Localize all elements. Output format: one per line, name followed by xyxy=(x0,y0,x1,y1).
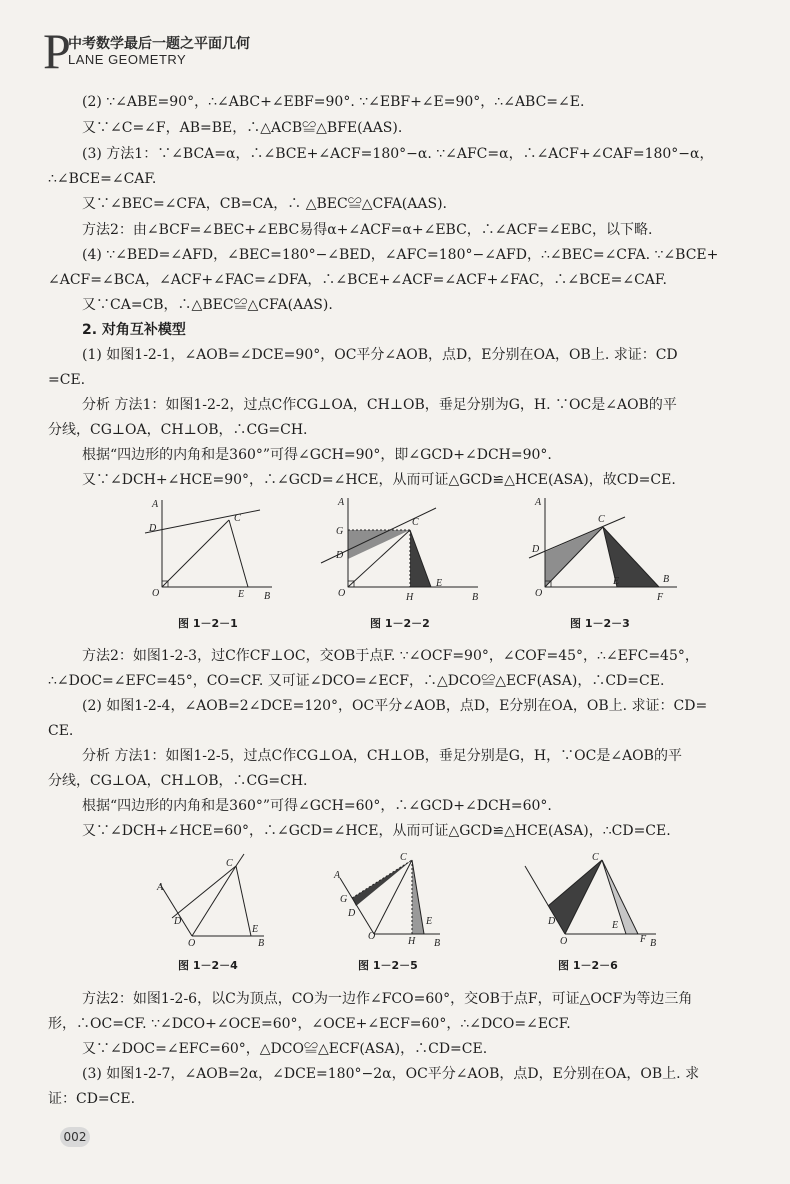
text-line: (2) ∵∠ABE=90°，∴∠ABC+∠EBF=90°. ∵∠EBF+∠E=90°，∴∠ABC=∠E. xyxy=(82,94,585,110)
label-D: D xyxy=(174,916,182,927)
label-A: A xyxy=(334,870,341,881)
label-C: C xyxy=(400,852,407,863)
text-line: 根据“四边形的内角和是360°”可得∠GCH=90°，即∠GCD+∠DCH=90°. xyxy=(82,447,552,463)
label-C: C xyxy=(226,858,233,869)
figure-1-2-4 xyxy=(150,848,278,950)
label-D: D xyxy=(548,916,556,927)
label-F: F xyxy=(657,592,664,603)
label-C: C xyxy=(592,852,599,863)
text-line: 分线，CG⊥OA，CH⊥OB，∴CG=CH. xyxy=(48,422,308,438)
text-line: ∠ACF=∠BCA，∠ACF+∠FAC=∠DFA，∴∠BCE+∠ACF=∠ACF+∠FAC，∴∠BCE=∠CAF. xyxy=(48,272,667,288)
section-heading: 2. 对角互补模型 xyxy=(82,322,186,338)
text-line: 又∵∠DOC=∠EFC=60°，△DCO≌△ECF(ASA)，∴CD=CE. xyxy=(82,1041,488,1057)
text-line: (1) 如图1-2-1，∠AOB=∠DCE=90°，OC平分∠AOB，点D，E分别在OA，OB上. 求证：CD xyxy=(82,347,678,363)
text-line: 根据“四边形的内角和是360°”可得∠GCH=60°，∴∠GCD+∠DCH=60°. xyxy=(82,798,552,814)
figure-1-2-6 xyxy=(520,844,670,950)
text-line: 又∵∠C=∠F，AB=BE，∴△ACB≌△BFE(AAS). xyxy=(82,120,403,136)
text-line: (2) 如图1-2-4，∠AOB=2∠DCE=120°，OC平分∠AOB，点D，E分别在OA，OB上. 求证：CD= xyxy=(82,698,708,714)
label-D: D xyxy=(149,523,157,534)
label-E: E xyxy=(613,576,620,587)
text-line: 又∵CA=CB，∴△BEC≌△CFA(AAS). xyxy=(82,297,333,313)
label-B: B xyxy=(472,592,479,603)
text-line: 方法2：如图1-2-6，以C为顶点，CO为一边作∠FCO=60°，交OB于点F，可证△OCF为等边三角 xyxy=(82,991,693,1007)
caption-1-2-5: 图 1－2－5 xyxy=(358,959,418,972)
caption-1-2-1: 图 1－2－1 xyxy=(178,617,238,630)
text-line: ∴∠BCE=∠CAF. xyxy=(48,171,157,187)
shaded-triangle-dco xyxy=(548,860,602,934)
caption-1-2-4: 图 1－2－4 xyxy=(178,959,238,972)
label-G: G xyxy=(336,526,344,537)
label-O: O xyxy=(338,588,346,599)
label-B: B xyxy=(663,574,670,585)
text-line: 形，∴OC=CF. ∵∠DCO+∠OCE=60°，∠OCE+∠ECF=60°，∴∠DCO=∠ECF. xyxy=(48,1016,571,1032)
text-line: 方法2：由∠BCF=∠BEC+∠EBC易得α+∠ACF=α+∠EBC，∴∠ACF=∠EBC，以下略. xyxy=(82,222,653,238)
label-O: O xyxy=(535,588,543,599)
caption-1-2-2: 图 1－2－2 xyxy=(370,617,430,630)
shaded-triangle-gcd xyxy=(348,530,410,559)
page-number: 002 xyxy=(60,1127,90,1147)
label-B: B xyxy=(264,591,271,602)
text-line: 又∵∠DCH+∠HCE=90°，∴∠GCD=∠HCE，从而可证△GCD≌△HCE(ASA)，故CD=CE. xyxy=(82,472,676,488)
text-line: 证：CD=CE. xyxy=(48,1091,136,1107)
label-C: C xyxy=(598,514,605,525)
label-H: H xyxy=(406,592,414,603)
label-E: E xyxy=(612,920,619,931)
label-A: A xyxy=(157,882,164,893)
label-B: B xyxy=(258,938,265,949)
text-line: 方法2：如图1-2-3，过C作CF⊥OC，交OB于点F. ∵∠OCF=90°，∠COF=45°，∴∠EFC=45°， xyxy=(82,648,699,664)
text-line: (3) 方法1：∵∠BCA=α，∴∠BCE+∠ACF=180°−α. ∵∠AFC=α，∴∠ACF+∠CAF=180°−α， xyxy=(82,146,714,162)
label-F: F xyxy=(640,934,647,945)
text-line: (4) ∵∠BED=∠AFD，∠BEC=180°−∠BED，∠AFC=180°−∠AFD，∴∠BEC=∠CFA. ∵∠BCE+ xyxy=(82,247,719,263)
figure-1-2-3 xyxy=(525,490,685,606)
caption-1-2-3: 图 1－2－3 xyxy=(570,617,630,630)
label-C: C xyxy=(412,517,419,528)
label-E: E xyxy=(436,578,443,589)
label-O: O xyxy=(152,588,160,599)
text-line: 分析 方法1：如图1-2-2，过点C作CG⊥OA，CH⊥OB，垂足分别为G，H. ∵OC是∠AOB的平 xyxy=(82,397,677,413)
label-O: O xyxy=(368,931,376,942)
label-O: O xyxy=(560,936,568,947)
label-E: E xyxy=(238,589,245,600)
label-B: B xyxy=(434,938,441,949)
label-G: G xyxy=(340,894,348,905)
text-line: 又∵∠DCH+∠HCE=60°，∴∠GCD=∠HCE，从而可证△GCD≌△HCE(ASA)，∴CD=CE. xyxy=(82,823,671,839)
header-subtitle: LANE GEOMETRY xyxy=(68,52,187,67)
text-line: ∴∠DOC=∠EFC=45°，CO=CF. 又可证∠DCO=∠ECF，∴△DCO≌△ECF(ASA)，∴CD=CE. xyxy=(48,673,665,689)
label-A: A xyxy=(535,497,542,508)
header-big-letter: P xyxy=(43,23,71,79)
label-H: H xyxy=(408,936,416,947)
label-C: C xyxy=(234,513,241,524)
text-line: CE. xyxy=(48,723,74,739)
label-A: A xyxy=(152,499,159,510)
text-line: 又∵∠BEC=∠CFA，CB=CA，∴ △BEC≌△CFA(AAS). xyxy=(82,196,447,212)
label-B: B xyxy=(650,938,657,949)
shaded-triangle-gcd xyxy=(352,860,412,906)
text-line: 分析 方法1：如图1-2-5，过点C作CG⊥OA，CH⊥OB，垂足分别是G，H，∵OC是∠AOB的平 xyxy=(82,748,682,764)
figure-1-2-1 xyxy=(140,495,280,607)
label-D: D xyxy=(336,550,344,561)
text-line: =CE. xyxy=(48,372,86,388)
text-line: (3) 如图1-2-7，∠AOB=2α，∠DCE=180°−2α，OC平分∠AOB，点D，E分别在OA，OB上. 求 xyxy=(82,1066,700,1082)
label-D: D xyxy=(532,544,540,555)
figure-1-2-2 xyxy=(318,490,486,606)
header-title: 中考数学最后一题之平面几何 xyxy=(68,36,250,52)
label-E: E xyxy=(252,924,259,935)
label-O: O xyxy=(188,938,196,949)
label-D: D xyxy=(348,908,356,919)
figure-1-2-5 xyxy=(330,848,450,950)
label-E: E xyxy=(426,916,433,927)
caption-1-2-6: 图 1－2－6 xyxy=(558,959,618,972)
label-A: A xyxy=(338,497,345,508)
text-line: 分线，CG⊥OA，CH⊥OB，∴CG=CH. xyxy=(48,773,308,789)
